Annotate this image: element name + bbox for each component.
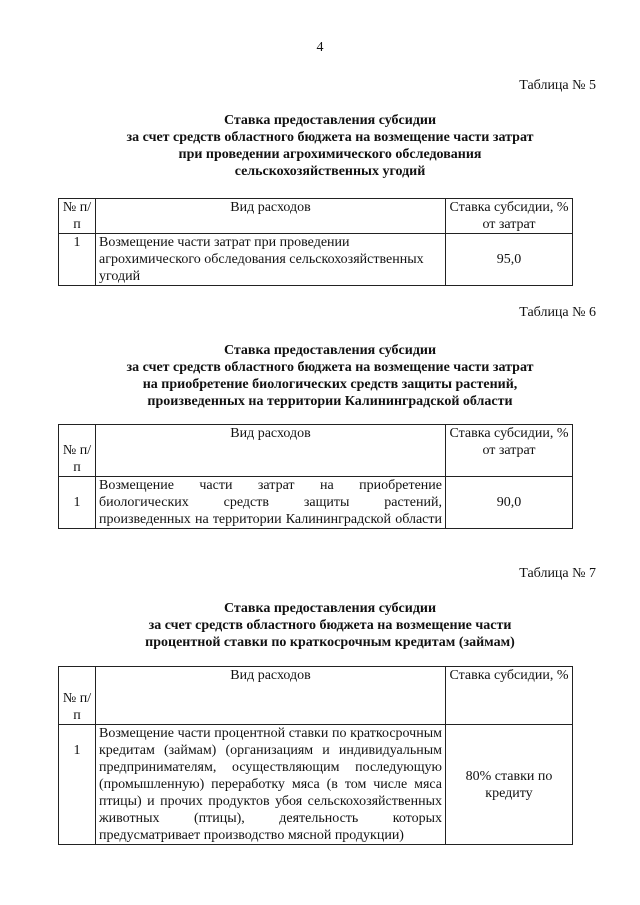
column-header-subsidy-rate: Ставка субсидии, % от затрат (446, 425, 573, 477)
table-7 (58, 666, 573, 845)
table-6 (58, 424, 573, 529)
heading-line: при проведении агрохимического обследования (178, 147, 482, 162)
column-header-number: № п/п (59, 667, 96, 725)
table-header-row (59, 667, 573, 725)
heading-line: Ставка предоставления субсидии (223, 113, 437, 128)
heading-line: сельскохозяйственных угодий (234, 164, 426, 179)
table-7-heading (60, 600, 600, 651)
table-header-row (59, 199, 573, 234)
row-number: 1 (59, 234, 96, 286)
heading-line: процентной ставки по краткосрочным кредитам (займам) (145, 635, 515, 650)
row-subsidy-rate: 95,0 (446, 234, 573, 286)
heading-line: произведенных на территории Калининградской области (147, 394, 513, 409)
table-7-caption: Таблица № 7 (519, 566, 596, 581)
column-header-expense-type: Вид расходов (96, 425, 446, 477)
column-header-expense-type: Вид расходов (96, 667, 446, 725)
column-header-number: № п/п (59, 199, 96, 234)
row-expense-type: Возмещение части затрат при проведении агрохимического обследования сельскохозяйственных угодий (96, 234, 446, 286)
table-5-caption: Таблица № 5 (519, 78, 596, 93)
heading-line: Ставка предоставления субсидии (223, 343, 437, 358)
row-expense-type: Возмещение части затрат на приобретение биологических средств защиты растений, произведенных на территории Калининградской области (96, 477, 446, 529)
heading-line: за счет средств областного бюджета на возмещение части (148, 618, 512, 633)
column-header-subsidy-rate: Ставка субсидии, % (446, 667, 573, 725)
table-header-row (59, 425, 573, 477)
row-subsidy-rate: 90,0 (446, 477, 573, 529)
table-row (59, 234, 573, 286)
heading-line: на приобретение биологических средств защиты растений, (142, 377, 518, 392)
page-number: 4 (316, 40, 324, 55)
row-subsidy-rate: 80% ставки по кредиту (446, 725, 573, 845)
table-row (59, 477, 573, 529)
table-6-heading (60, 342, 600, 410)
row-expense-type: Возмещение части процентной ставки по краткосрочным кредитам (займам) (организациям и индивидуальным предпринимателям, осуществляющим последующую (промышленную) переработку мяса (в том числе мяса птицы) и прочих продуктов убоя сельскохозяйственных животных (птицы), деятельность которых предусматривает производство мясной продукции) (96, 725, 446, 845)
table-5-heading (60, 112, 600, 180)
column-header-expense-type: Вид расходов (96, 199, 446, 234)
row-number: 1 (59, 477, 96, 529)
heading-line: Ставка предоставления субсидии (223, 601, 437, 616)
heading-line: за счет средств областного бюджета на возмещение части затрат (126, 130, 534, 145)
table-5 (58, 198, 573, 286)
heading-line: за счет средств областного бюджета на возмещение части затрат (126, 360, 534, 375)
table-6-caption: Таблица № 6 (519, 305, 596, 320)
table-row (59, 725, 573, 845)
row-number: 1 (59, 725, 96, 845)
column-header-number: № п/п (59, 425, 96, 477)
column-header-subsidy-rate: Ставка субсидии, % от затрат (446, 199, 573, 234)
